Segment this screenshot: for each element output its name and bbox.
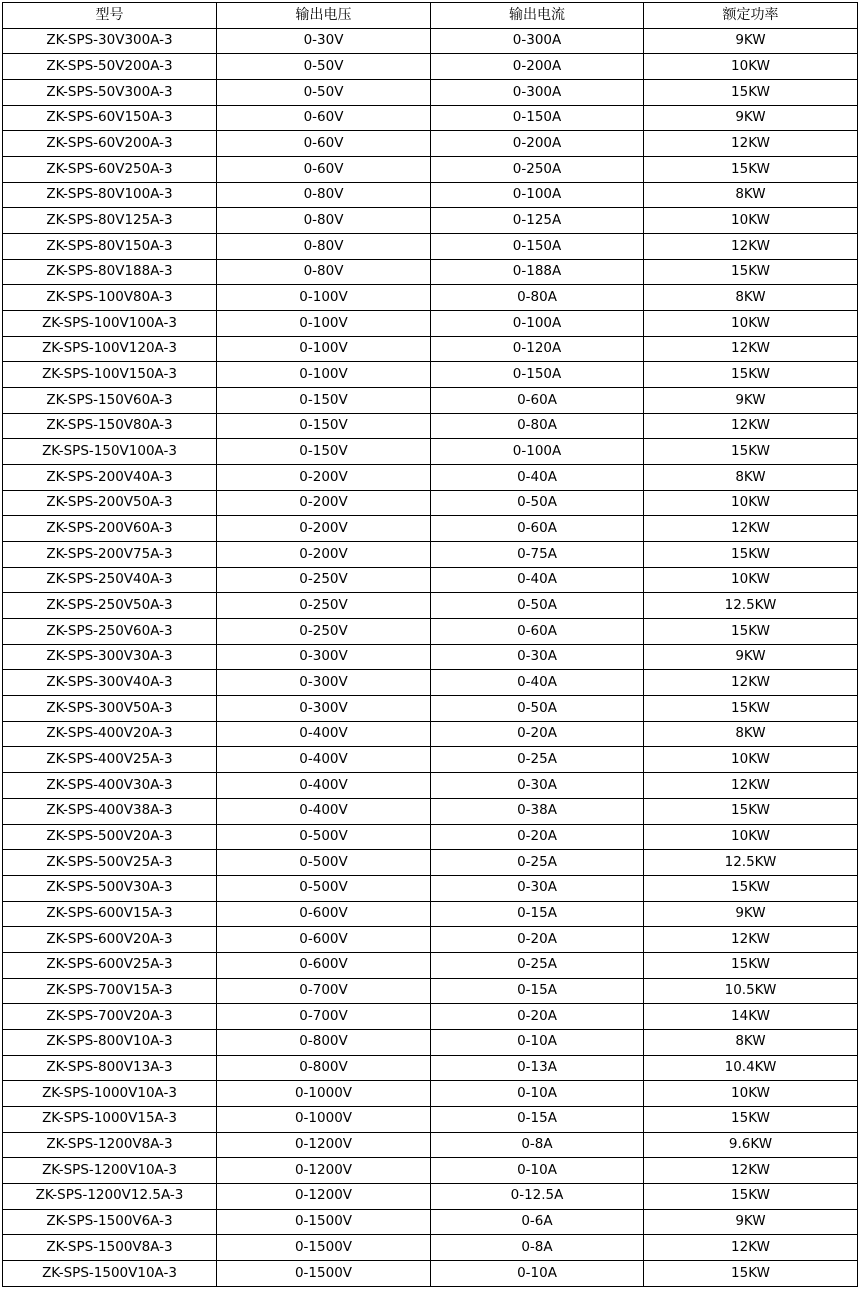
table-row [3,362,858,388]
table-row [3,696,858,722]
header-row [3,3,858,29]
rated-power-cell: 10KW [644,567,858,593]
rated-power-cell: 10.5KW [644,978,858,1004]
output-voltage-cell: 0-150V [217,413,431,439]
table-row [3,773,858,799]
output-voltage-cell: 0-1200V [217,1183,431,1209]
output-current-cell: 0-150A [431,234,644,260]
model-cell: ZK-SPS-400V20A-3 [3,721,217,747]
output-voltage-cell: 0-100V [217,336,431,362]
output-current-cell: 0-8A [431,1132,644,1158]
table-row [3,850,858,876]
output-current-cell: 0-50A [431,593,644,619]
output-current-cell: 0-38A [431,798,644,824]
output-current-cell: 0-60A [431,516,644,542]
rated-power-cell: 9.6KW [644,1132,858,1158]
rated-power-cell: 15KW [644,952,858,978]
output-current-cell: 0-125A [431,208,644,234]
model-cell: ZK-SPS-300V50A-3 [3,696,217,722]
output-voltage-cell: 0-150V [217,388,431,414]
output-voltage-cell: 0-250V [217,619,431,645]
output-voltage-cell: 0-600V [217,927,431,953]
table-row [3,388,858,414]
rated-power-cell: 8KW [644,285,858,311]
rated-power-cell: 10.4KW [644,1055,858,1081]
table-row [3,1029,858,1055]
table-row [3,644,858,670]
output-voltage-cell: 0-60V [217,157,431,183]
output-current-cell: 0-40A [431,567,644,593]
output-voltage-cell: 0-80V [217,182,431,208]
rated-power-cell: 9KW [644,1209,858,1235]
table-row [3,875,858,901]
output-voltage-cell: 0-300V [217,696,431,722]
rated-power-cell: 14KW [644,1004,858,1030]
output-voltage-cell: 0-60V [217,131,431,157]
table-row [3,439,858,465]
model-cell: ZK-SPS-1500V10A-3 [3,1260,217,1286]
output-current-cell: 0-100A [431,311,644,337]
model-cell: ZK-SPS-600V25A-3 [3,952,217,978]
output-voltage-cell: 0-50V [217,80,431,106]
rated-power-cell: 12.5KW [644,593,858,619]
output-voltage-cell: 0-600V [217,901,431,927]
output-voltage-cell: 0-500V [217,824,431,850]
output-current-cell: 0-100A [431,182,644,208]
rated-power-cell: 15KW [644,542,858,568]
header-output-voltage: 输出电压 [217,3,431,29]
output-voltage-cell: 0-1500V [217,1260,431,1286]
output-current-cell: 0-120A [431,336,644,362]
rated-power-cell: 8KW [644,465,858,491]
rated-power-cell: 15KW [644,798,858,824]
output-current-cell: 0-25A [431,747,644,773]
output-voltage-cell: 0-200V [217,542,431,568]
model-cell: ZK-SPS-100V80A-3 [3,285,217,311]
model-cell: ZK-SPS-300V30A-3 [3,644,217,670]
model-cell: ZK-SPS-150V60A-3 [3,388,217,414]
output-voltage-cell: 0-60V [217,105,431,131]
rated-power-cell: 15KW [644,157,858,183]
table-header [3,3,858,29]
output-current-cell: 0-200A [431,54,644,80]
output-current-cell: 0-250A [431,157,644,183]
table-row [3,234,858,260]
model-cell: ZK-SPS-1500V6A-3 [3,1209,217,1235]
table-row [3,182,858,208]
output-voltage-cell: 0-300V [217,670,431,696]
rated-power-cell: 12KW [644,234,858,260]
output-voltage-cell: 0-800V [217,1055,431,1081]
model-cell: ZK-SPS-80V188A-3 [3,259,217,285]
output-voltage-cell: 0-800V [217,1029,431,1055]
table-row [3,285,858,311]
rated-power-cell: 9KW [644,901,858,927]
output-voltage-cell: 0-80V [217,208,431,234]
model-cell: ZK-SPS-700V20A-3 [3,1004,217,1030]
rated-power-cell: 8KW [644,721,858,747]
output-current-cell: 0-6A [431,1209,644,1235]
table-row [3,1209,858,1235]
model-cell: ZK-SPS-400V38A-3 [3,798,217,824]
output-current-cell: 0-300A [431,28,644,54]
output-voltage-cell: 0-200V [217,490,431,516]
output-voltage-cell: 0-400V [217,721,431,747]
model-cell: ZK-SPS-80V100A-3 [3,182,217,208]
table-body [3,28,858,1286]
output-voltage-cell: 0-80V [217,234,431,260]
model-cell: ZK-SPS-150V100A-3 [3,439,217,465]
output-voltage-cell: 0-30V [217,28,431,54]
output-current-cell: 0-10A [431,1158,644,1184]
output-current-cell: 0-150A [431,105,644,131]
output-current-cell: 0-20A [431,927,644,953]
output-current-cell: 0-15A [431,1106,644,1132]
table-row [3,542,858,568]
header-output-current: 输出电流 [431,3,644,29]
rated-power-cell: 9KW [644,28,858,54]
model-cell: ZK-SPS-50V300A-3 [3,80,217,106]
model-cell: ZK-SPS-500V30A-3 [3,875,217,901]
rated-power-cell: 12KW [644,927,858,953]
output-current-cell: 0-20A [431,721,644,747]
model-cell: ZK-SPS-1200V12.5A-3 [3,1183,217,1209]
output-current-cell: 0-50A [431,490,644,516]
model-cell: ZK-SPS-500V20A-3 [3,824,217,850]
output-current-cell: 0-20A [431,1004,644,1030]
model-cell: ZK-SPS-1000V15A-3 [3,1106,217,1132]
output-voltage-cell: 0-200V [217,465,431,491]
output-current-cell: 0-10A [431,1029,644,1055]
table-row [3,516,858,542]
output-voltage-cell: 0-80V [217,259,431,285]
output-voltage-cell: 0-400V [217,798,431,824]
output-current-cell: 0-75A [431,542,644,568]
output-voltage-cell: 0-50V [217,54,431,80]
table-row [3,619,858,645]
output-current-cell: 0-8A [431,1235,644,1261]
rated-power-cell: 10KW [644,747,858,773]
output-current-cell: 0-30A [431,773,644,799]
model-cell: ZK-SPS-100V100A-3 [3,311,217,337]
output-voltage-cell: 0-250V [217,567,431,593]
rated-power-cell: 15KW [644,362,858,388]
output-voltage-cell: 0-600V [217,952,431,978]
output-current-cell: 0-80A [431,413,644,439]
model-cell: ZK-SPS-400V30A-3 [3,773,217,799]
rated-power-cell: 15KW [644,259,858,285]
output-voltage-cell: 0-1500V [217,1209,431,1235]
rated-power-cell: 15KW [644,696,858,722]
rated-power-cell: 8KW [644,1029,858,1055]
table-row [3,465,858,491]
table-row [3,1004,858,1030]
table-row [3,1055,858,1081]
rated-power-cell: 15KW [644,1260,858,1286]
output-current-cell: 0-10A [431,1260,644,1286]
model-cell: ZK-SPS-1000V10A-3 [3,1081,217,1107]
table-row [3,336,858,362]
rated-power-cell: 10KW [644,824,858,850]
table-row [3,824,858,850]
table-row [3,208,858,234]
rated-power-cell: 15KW [644,439,858,465]
header-model: 型号 [3,3,217,29]
table-row [3,1260,858,1286]
rated-power-cell: 15KW [644,1106,858,1132]
output-voltage-cell: 0-500V [217,875,431,901]
model-cell: ZK-SPS-200V40A-3 [3,465,217,491]
output-current-cell: 0-188A [431,259,644,285]
output-current-cell: 0-300A [431,80,644,106]
rated-power-cell: 9KW [644,388,858,414]
output-voltage-cell: 0-700V [217,978,431,1004]
output-current-cell: 0-30A [431,644,644,670]
rated-power-cell: 9KW [644,105,858,131]
output-current-cell: 0-20A [431,824,644,850]
table-row [3,413,858,439]
model-cell: ZK-SPS-250V60A-3 [3,619,217,645]
rated-power-cell: 9KW [644,644,858,670]
output-current-cell: 0-15A [431,978,644,1004]
table-row [3,670,858,696]
table-row [3,978,858,1004]
model-cell: ZK-SPS-800V10A-3 [3,1029,217,1055]
output-current-cell: 0-60A [431,388,644,414]
table-row [3,952,858,978]
output-voltage-cell: 0-1200V [217,1132,431,1158]
model-cell: ZK-SPS-1200V10A-3 [3,1158,217,1184]
model-cell: ZK-SPS-150V80A-3 [3,413,217,439]
rated-power-cell: 15KW [644,619,858,645]
output-current-cell: 0-40A [431,670,644,696]
model-cell: ZK-SPS-80V150A-3 [3,234,217,260]
output-current-cell: 0-60A [431,619,644,645]
table-row [3,1158,858,1184]
output-voltage-cell: 0-150V [217,439,431,465]
rated-power-cell: 10KW [644,490,858,516]
model-cell: ZK-SPS-60V250A-3 [3,157,217,183]
table-row [3,259,858,285]
output-current-cell: 0-30A [431,875,644,901]
model-cell: ZK-SPS-600V15A-3 [3,901,217,927]
rated-power-cell: 15KW [644,1183,858,1209]
model-cell: ZK-SPS-500V25A-3 [3,850,217,876]
rated-power-cell: 15KW [644,875,858,901]
table-row [3,54,858,80]
model-cell: ZK-SPS-250V50A-3 [3,593,217,619]
output-current-cell: 0-13A [431,1055,644,1081]
output-voltage-cell: 0-1200V [217,1158,431,1184]
output-voltage-cell: 0-200V [217,516,431,542]
table-row [3,1235,858,1261]
table-row [3,80,858,106]
rated-power-cell: 12KW [644,336,858,362]
table-row [3,131,858,157]
output-current-cell: 0-25A [431,850,644,876]
header-rated-power: 额定功率 [644,3,858,29]
output-voltage-cell: 0-250V [217,593,431,619]
model-cell: ZK-SPS-50V200A-3 [3,54,217,80]
output-current-cell: 0-100A [431,439,644,465]
spec-table [2,2,858,1287]
model-cell: ZK-SPS-600V20A-3 [3,927,217,953]
output-voltage-cell: 0-100V [217,285,431,311]
rated-power-cell: 12KW [644,773,858,799]
model-cell: ZK-SPS-300V40A-3 [3,670,217,696]
rated-power-cell: 12KW [644,413,858,439]
table-row [3,157,858,183]
output-current-cell: 0-15A [431,901,644,927]
table-row [3,567,858,593]
table-row [3,1081,858,1107]
rated-power-cell: 10KW [644,311,858,337]
rated-power-cell: 12KW [644,516,858,542]
model-cell: ZK-SPS-700V15A-3 [3,978,217,1004]
table-row [3,1183,858,1209]
output-voltage-cell: 0-700V [217,1004,431,1030]
model-cell: ZK-SPS-60V150A-3 [3,105,217,131]
output-current-cell: 0-150A [431,362,644,388]
rated-power-cell: 8KW [644,182,858,208]
table-row [3,721,858,747]
rated-power-cell: 10KW [644,1081,858,1107]
table-row [3,28,858,54]
rated-power-cell: 15KW [644,80,858,106]
output-voltage-cell: 0-300V [217,644,431,670]
output-current-cell: 0-200A [431,131,644,157]
table-row [3,311,858,337]
output-voltage-cell: 0-1000V [217,1106,431,1132]
table-row [3,747,858,773]
model-cell: ZK-SPS-60V200A-3 [3,131,217,157]
output-voltage-cell: 0-500V [217,850,431,876]
model-cell: ZK-SPS-100V120A-3 [3,336,217,362]
output-voltage-cell: 0-1500V [217,1235,431,1261]
table-row [3,490,858,516]
output-current-cell: 0-10A [431,1081,644,1107]
output-voltage-cell: 0-100V [217,311,431,337]
rated-power-cell: 12KW [644,131,858,157]
model-cell: ZK-SPS-1500V8A-3 [3,1235,217,1261]
output-voltage-cell: 0-1000V [217,1081,431,1107]
output-voltage-cell: 0-100V [217,362,431,388]
rated-power-cell: 10KW [644,208,858,234]
table-row [3,105,858,131]
model-cell: ZK-SPS-800V13A-3 [3,1055,217,1081]
model-cell: ZK-SPS-200V60A-3 [3,516,217,542]
rated-power-cell: 12KW [644,1235,858,1261]
model-cell: ZK-SPS-30V300A-3 [3,28,217,54]
model-cell: ZK-SPS-200V50A-3 [3,490,217,516]
model-cell: ZK-SPS-1200V8A-3 [3,1132,217,1158]
output-current-cell: 0-40A [431,465,644,491]
rated-power-cell: 10KW [644,54,858,80]
rated-power-cell: 12.5KW [644,850,858,876]
table-row [3,798,858,824]
output-current-cell: 0-12.5A [431,1183,644,1209]
output-voltage-cell: 0-400V [217,773,431,799]
model-cell: ZK-SPS-400V25A-3 [3,747,217,773]
rated-power-cell: 12KW [644,1158,858,1184]
table-row [3,901,858,927]
model-cell: ZK-SPS-200V75A-3 [3,542,217,568]
rated-power-cell: 12KW [644,670,858,696]
table-row [3,1106,858,1132]
model-cell: ZK-SPS-80V125A-3 [3,208,217,234]
output-current-cell: 0-80A [431,285,644,311]
table-row [3,1132,858,1158]
model-cell: ZK-SPS-250V40A-3 [3,567,217,593]
table-row [3,927,858,953]
model-cell: ZK-SPS-100V150A-3 [3,362,217,388]
output-voltage-cell: 0-400V [217,747,431,773]
table-row [3,593,858,619]
output-current-cell: 0-25A [431,952,644,978]
output-current-cell: 0-50A [431,696,644,722]
